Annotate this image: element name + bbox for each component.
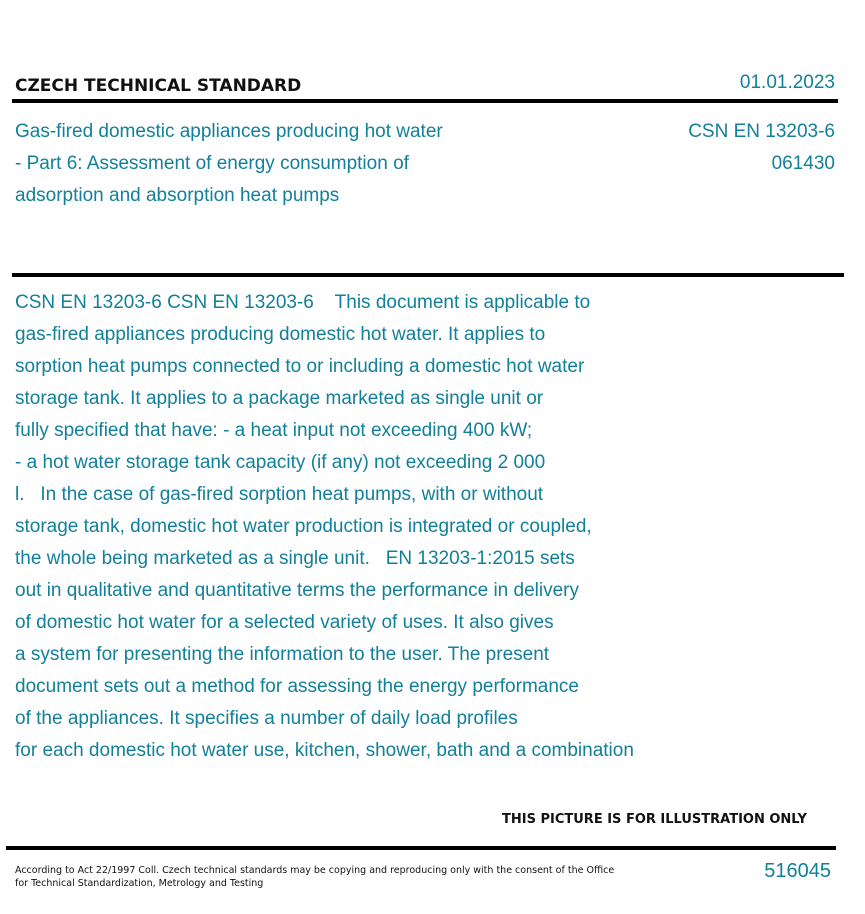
- catalogue-number: 516045: [764, 860, 831, 882]
- title-divider: [12, 273, 844, 277]
- abstract-line: storage tank. It applies to a package marketed as single unit or: [15, 388, 544, 409]
- title-line: adsorption and absorption heat pumps: [15, 185, 340, 206]
- effective-date: 01.01.2023: [739, 72, 835, 93]
- title-line: - Part 6: Assessment of energy consumption of: [15, 153, 409, 174]
- abstract-line: of domestic hot water for a selected variety of uses. It also gives: [15, 612, 554, 633]
- abstract-line: fully specified that have: - a heat input not exceeding 400 kW;: [15, 420, 533, 441]
- illustration-notice: THIS PICTURE IS FOR ILLUSTRATION ONLY: [502, 812, 807, 827]
- abstract-line: a system for presenting the information to the user. The present: [15, 644, 550, 665]
- abstract-line: out in qualitative and quantitative terms the performance in delivery: [15, 580, 579, 601]
- header-divider: [12, 99, 838, 103]
- document-title: [15, 116, 535, 212]
- abstract-line: sorption heat pumps connected to or including a domestic hot water: [15, 356, 585, 377]
- title-line: Gas-fired domestic appliances producing hot water: [15, 121, 443, 142]
- classification-code: 061430: [771, 153, 835, 174]
- abstract-line: - a hot water storage tank capacity (if any) not exceeding 2 000: [15, 452, 546, 473]
- copyright-line: for Technical Standardization, Metrology and Testing: [15, 878, 264, 889]
- footer-divider: [6, 846, 836, 850]
- abstract-line: document sets out a method for assessing the energy performance: [15, 676, 579, 697]
- document-codes: [688, 116, 835, 180]
- copyright-notice: [15, 864, 615, 890]
- abstract-line: for each domestic hot water use, kitchen, shower, bath and a combination: [15, 740, 634, 761]
- abstract-line: gas-fired appliances producing domestic hot water. It applies to: [15, 324, 546, 345]
- standard-type-label: CZECH TECHNICAL STANDARD: [15, 76, 302, 96]
- abstract-line: l. In the case of gas-fired sorption heat pumps, with or without: [15, 484, 544, 505]
- abstract-line: storage tank, domestic hot water production is integrated or coupled,: [15, 516, 592, 537]
- copyright-line: According to Act 22/1997 Coll. Czech technical standards may be copying and reproducing only with the consent of the Office: [15, 865, 615, 876]
- abstract-line: the whole being marketed as a single unit. EN 13203-1:2015 sets: [15, 548, 575, 569]
- standard-number: CSN EN 13203-6: [688, 121, 835, 142]
- document-abstract: [15, 287, 634, 767]
- abstract-line: of the appliances. It specifies a number of daily load profiles: [15, 708, 518, 729]
- abstract-line: CSN EN 13203-6 CSN EN 13203-6 This document is applicable to: [15, 292, 591, 313]
